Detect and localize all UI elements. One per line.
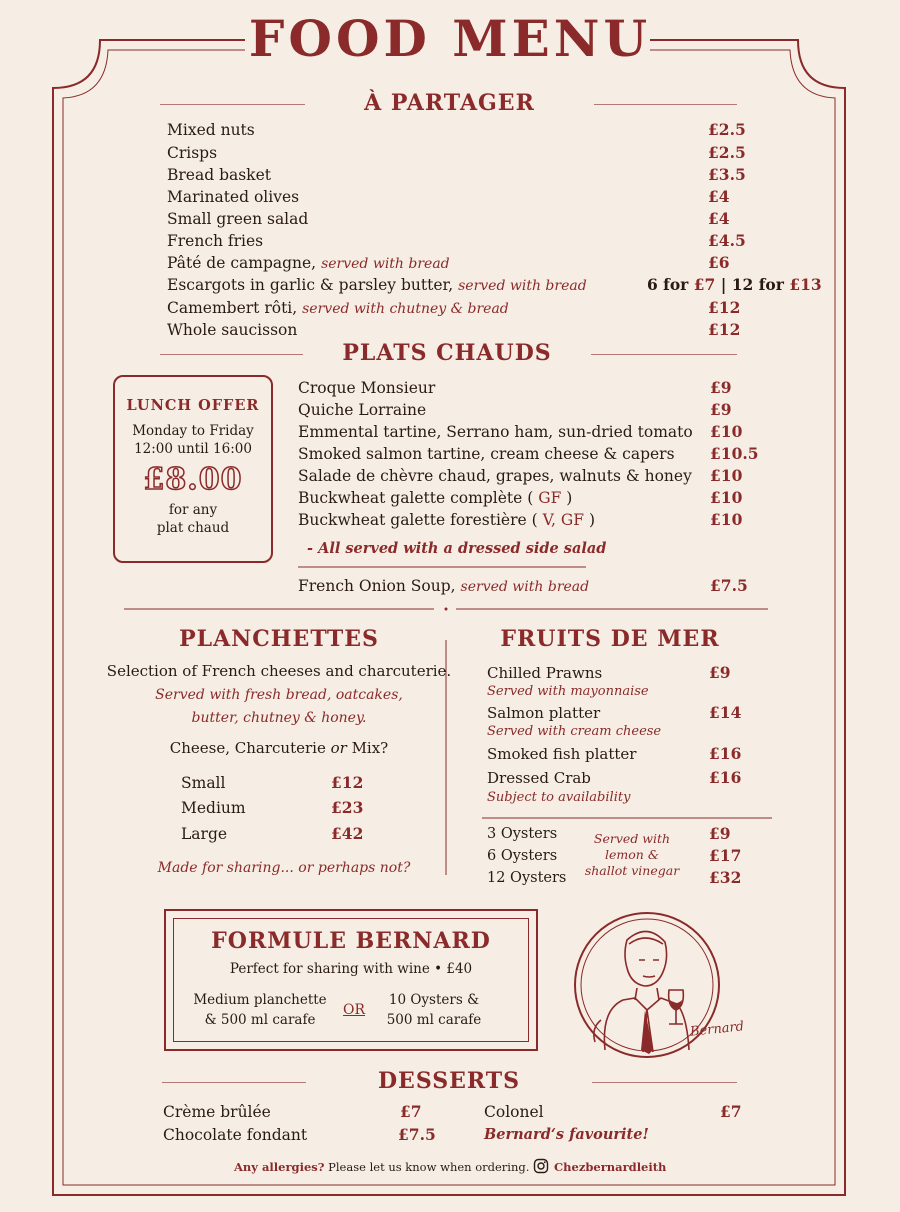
list-item: Smoked fish platter (487, 745, 637, 763)
formule-option-planchette: Medium planchette & 500 ml carafe (193, 992, 327, 1028)
formule-option-oysters: 10 Oysters & 500 ml carafe (386, 992, 482, 1028)
divider (160, 354, 303, 355)
item-price: £16 (709, 744, 742, 763)
item-price: £17 (709, 846, 742, 865)
item-note: Subject to availability (487, 790, 631, 805)
item-price: £4 (708, 187, 730, 206)
item-price: £7 (400, 1102, 422, 1121)
section-title-a-partager: À PARTAGER (364, 90, 535, 116)
lunch-offer-price: £8.00 (143, 462, 243, 497)
formule-sub: Perfect for sharing with wine • £40 (229, 961, 473, 977)
item-price: £10 (710, 510, 743, 529)
item-price: £9 (710, 378, 732, 397)
item-price: £12 (708, 298, 741, 317)
list-item: Colonel (484, 1103, 544, 1121)
list-item: Salade de chèvre chaud, grapes, walnuts & honey (298, 467, 692, 485)
list-item: Emmental tartine, Serrano ham, sun-dried tomato (298, 423, 693, 441)
oyster-item: 6 Oysters (487, 848, 558, 864)
item-price: £12 (331, 773, 364, 792)
divider (594, 104, 737, 105)
item-price: £9 (709, 663, 731, 682)
oyster-item: 12 Oysters (487, 870, 567, 886)
list-item: Whole saucisson (167, 321, 298, 339)
list-item: Camembert rôti, served with chutney & bread (167, 299, 509, 317)
divider (160, 104, 305, 105)
instagram-icon (533, 1158, 549, 1174)
item-price: £4.5 (708, 231, 746, 250)
list-item: Bread basket (167, 166, 271, 184)
list-item: Mixed nuts (167, 121, 255, 139)
list-item: Smoked salmon tartine, cream cheese & capers (298, 445, 675, 463)
divider (592, 1082, 737, 1083)
list-item: Crème brûlée (163, 1103, 271, 1121)
favourite-note: Bernard‘s favourite! (484, 1126, 649, 1143)
list-item: Quiche Lorraine (298, 401, 427, 419)
item-price: £32 (709, 868, 742, 887)
list-item: Small green salad (167, 210, 309, 228)
size-item: Small (181, 774, 226, 792)
planchettes-note: Served with fresh bread, oatcakes, (155, 687, 403, 703)
bernard-portrait-icon (565, 910, 780, 1060)
item-price: £9 (709, 824, 731, 843)
menu-title: FOOD MENU (248, 9, 652, 68)
planchettes-note: butter, chutney & honey. (191, 710, 367, 726)
list-item: Pâté de campagne, served with bread (167, 254, 450, 272)
allergy-note: Any allergies? Please let us know when ordering. (234, 1160, 530, 1174)
list-item: Buckwheat galette forestière ( V, GF ) (298, 511, 596, 529)
list-item: Chilled Prawns (487, 664, 603, 682)
planchettes-desc: Selection of French cheeses and charcuterie. (106, 662, 452, 680)
section-title-plats-chauds: PLATS CHAUDS (342, 340, 552, 366)
section-title-desserts: DESSERTS (377, 1068, 521, 1094)
side-salad-note: - All served with a dressed side salad (307, 540, 607, 557)
list-item: French fries (167, 232, 264, 250)
item-price: £23 (331, 798, 364, 817)
formule-title: FORMULE BERNARD (211, 928, 491, 954)
list-item: Dressed Crab (487, 769, 591, 787)
item-price: £42 (331, 824, 364, 843)
oyster-note: Served with lemon & shallot vinegar (584, 831, 680, 878)
planchettes-footer: Made for sharing... or perhaps not? (157, 860, 411, 876)
item-price: £4 (708, 209, 730, 228)
list-item: Escargots in garlic & parsley butter, served with bread (167, 276, 587, 294)
divider (162, 1082, 306, 1083)
size-item: Large (181, 825, 228, 843)
section-title-planchettes: PLANCHETTES (179, 626, 379, 652)
list-item: Crisps (167, 144, 218, 162)
item-price: £6 (708, 253, 730, 272)
section-title-fruits-de-mer: FRUITS DE MER (500, 626, 720, 652)
item-price: £10 (710, 422, 743, 441)
item-price: £2.5 (708, 120, 746, 139)
list-item: French Onion Soup, served with bread (298, 577, 590, 595)
lunch-offer-title: LUNCH OFFER (126, 397, 260, 414)
item-price: £7 (720, 1102, 742, 1121)
item-price: £7.5 (398, 1125, 436, 1144)
list-item: Croque Monsieur (298, 379, 436, 397)
lunch-offer-days: Monday to Friday 12:00 until 16:00 (132, 423, 254, 457)
instagram-handle[interactable]: Chezbernardleith (554, 1160, 667, 1174)
lunch-offer-box (113, 375, 273, 563)
size-item: Medium (181, 799, 246, 817)
item-price: £10 (710, 488, 743, 507)
item-price: 6 for £7 | 12 for £13 (647, 275, 822, 294)
item-price: £10.5 (710, 444, 759, 463)
item-note: Served with cream cheese (487, 724, 662, 739)
item-note: Served with mayonnaise (487, 684, 649, 699)
lunch-offer-for: for any plat chaud (156, 502, 230, 536)
item-price: £9 (710, 400, 732, 419)
formule-or: OR (343, 1002, 366, 1018)
planchettes-choice: Cheese, Charcuterie or Mix? (169, 739, 389, 757)
item-price: £10 (710, 466, 743, 485)
item-price: £2.5 (708, 143, 746, 162)
bernard-signature: Bernard (689, 1019, 745, 1040)
list-item: Chocolate fondant (163, 1126, 308, 1144)
item-price: £14 (709, 703, 742, 722)
list-item: Marinated olives (167, 188, 300, 206)
list-item: Salmon platter (487, 704, 601, 722)
item-price: £12 (708, 320, 741, 339)
item-price: £16 (709, 768, 742, 787)
list-item: Buckwheat galette complète ( GF ) (298, 489, 573, 507)
item-price: £7.5 (710, 576, 748, 595)
divider (591, 354, 737, 355)
item-price: £3.5 (708, 165, 746, 184)
oyster-item: 3 Oysters (487, 826, 558, 842)
